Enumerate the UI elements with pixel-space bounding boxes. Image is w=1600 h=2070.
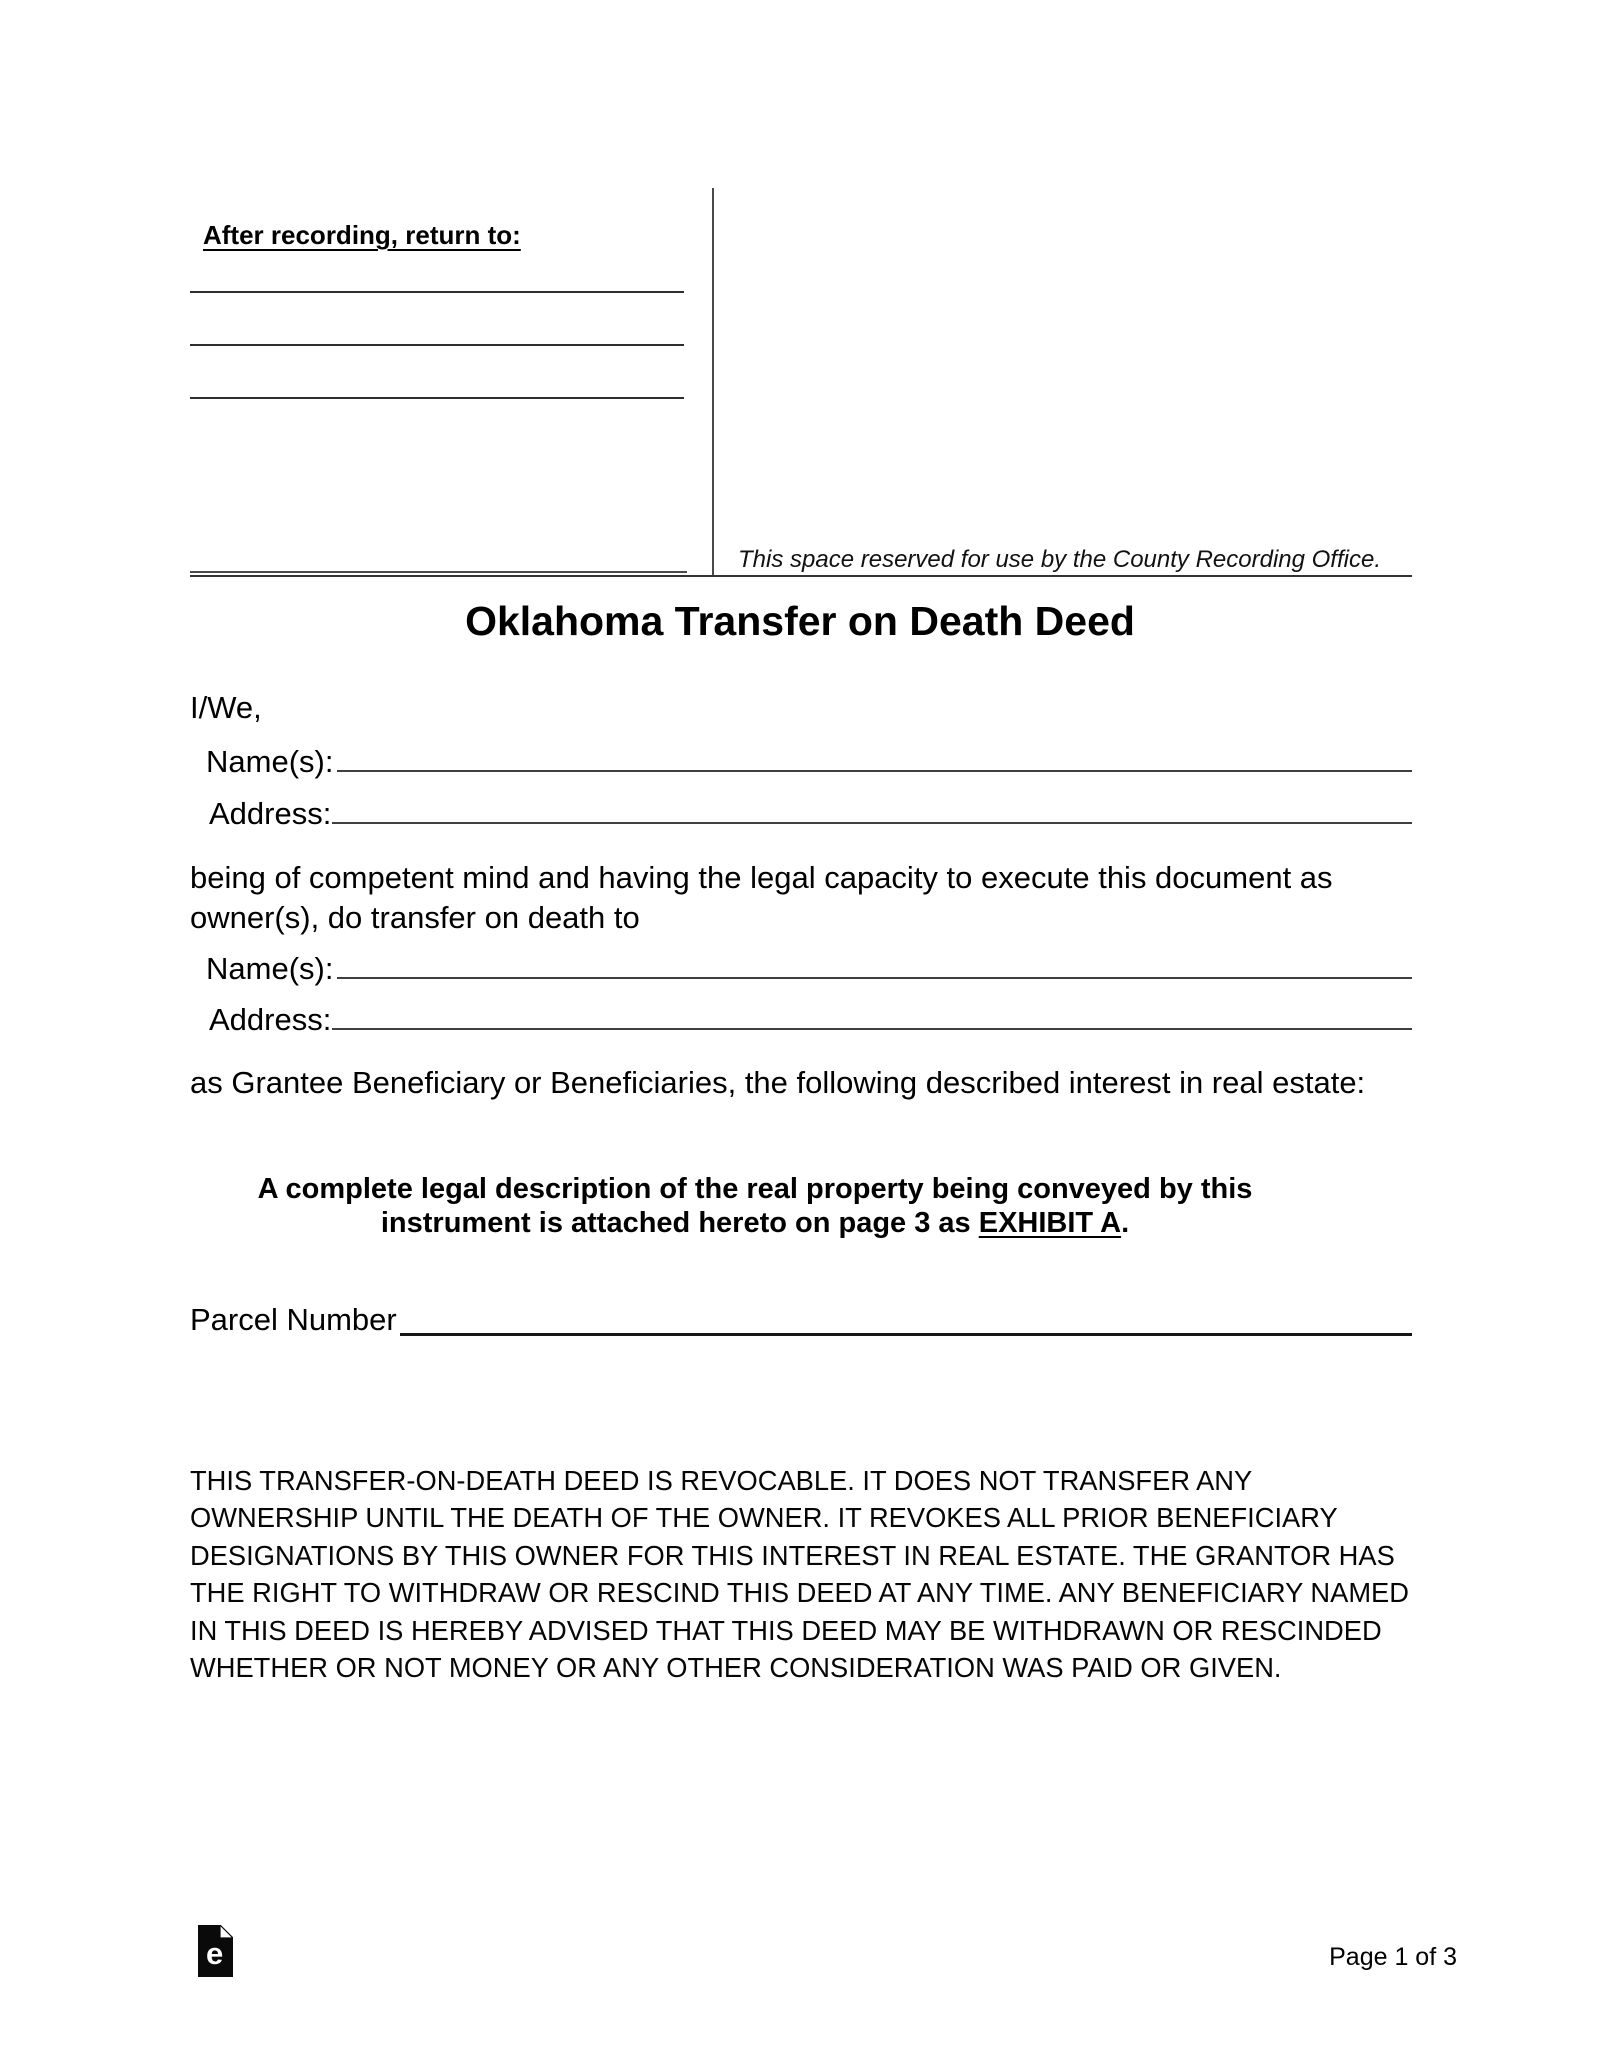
county-recording-office-note: This space reserved for use by the County Recording Office.	[738, 546, 1381, 573]
return-address-line-2[interactable]	[190, 344, 684, 346]
grantee-name-field[interactable]	[337, 947, 1412, 979]
return-address-line-1[interactable]	[190, 291, 684, 293]
capacity-clause: being of competent mind and having the legal capacity to execute this document as owner(s), do transfer on death to	[190, 860, 1333, 935]
parcel-number-field[interactable]	[400, 1303, 1412, 1336]
exhibit-a-reference: EXHIBIT A	[978, 1207, 1122, 1239]
grantee-address-label: Address:	[209, 1002, 332, 1037]
legal-description-notice-line2-suffix: .	[1121, 1207, 1130, 1239]
legal-description-notice	[190, 1172, 1320, 1240]
grantor-address-label: Address:	[209, 796, 332, 831]
grantor-address-field[interactable]	[332, 792, 1412, 824]
legal-description-notice-line2	[190, 1206, 1320, 1240]
grantor-name-field[interactable]	[337, 740, 1412, 772]
grantee-address-field[interactable]	[332, 998, 1412, 1030]
header-rule-left	[190, 571, 687, 573]
page-indicator: Page 1 of 3	[1329, 1943, 1457, 1971]
grantee-clause: as Grantee Beneficiary or Beneficiaries, the following described interest in real estate:	[190, 1065, 1366, 1100]
legal-description-notice-line2-prefix: instrument is attached hereto on page 3 as	[380, 1207, 979, 1239]
eforms-logo-icon	[198, 1925, 233, 1977]
after-recording-heading: After recording, return to:	[203, 220, 521, 250]
revocability-notice: THIS TRANSFER-ON-DEATH DEED IS REVOCABLE. IT DOES NOT TRANSFER ANY OWNERSHIP UNTIL THE DEATH OF THE OWNER. IT REVOKES ALL PRIOR BENEFICIARY DESIGNATIONS BY THIS OWNER FOR THIS INTEREST IN REAL ESTATE. THE GRANTOR HAS THE RIGHT TO WITHDRAW OR RESCIND THIS DEED AT ANY TIME. ANY BENEFICIARY NAMED IN THIS DEED IS HEREBY ADVISED THAT THIS DEED MAY BE WITHDRAWN OR RESCINDED WHETHER OR NOT MONEY OR ANY OTHER CONSIDERATION WAS PAID OR GIVEN.	[190, 1465, 1409, 1684]
intro-text: I/We,	[190, 690, 262, 725]
header-rule	[190, 575, 1412, 577]
parcel-number-label: Parcel Number	[190, 1302, 397, 1337]
legal-description-notice-line1: A complete legal description of the real property being conveyed by this	[257, 1173, 1253, 1205]
grantor-name-label: Name(s):	[206, 744, 334, 779]
return-address-line-3[interactable]	[190, 397, 684, 399]
header-vertical-divider	[712, 188, 714, 577]
page-title: Oklahoma Transfer on Death Deed	[465, 598, 1135, 644]
grantee-name-label: Name(s):	[206, 951, 334, 986]
eforms-logo-letter: e	[206, 1936, 224, 1971]
